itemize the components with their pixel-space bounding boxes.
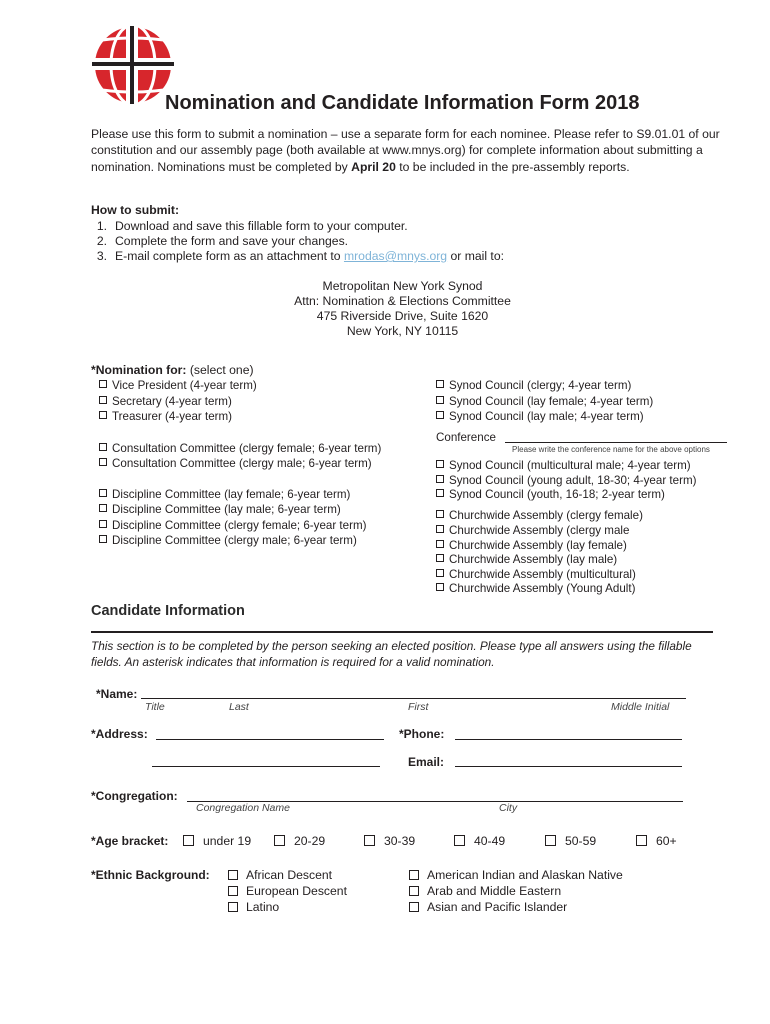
option-label: Secretary (4-year term) [112,395,232,408]
intro-text-a: Please use this form to submit a nomination – use a separate form for each nominee. Please refer to S9.01.01 of our constitution and our assembly page (both available at www.mnys.org) for complete information about submitting a nomination. Nominations must be completed by [91,127,720,174]
checkbox[interactable] [436,380,444,388]
ethnic-option-label: American Indian and Alaskan Native [427,868,623,882]
address-label: *Address: [91,727,148,741]
option-label: Synod Council (young adult, 18-30; 4-year term) [449,474,697,487]
option-label: Churchwide Assembly (multicultural) [449,568,636,581]
age-option-40-49[interactable] [454,834,505,848]
ethnic-option-asian-pacific[interactable] [409,900,567,914]
option-label: Churchwide Assembly (Young Adult) [449,582,636,595]
option-label: Synod Council (clergy; 4-year term) [449,379,632,392]
address-field-1[interactable] [156,739,384,740]
option-label: Discipline Committee (lay male; 6-year term) [112,503,341,516]
name-sub-last: Last [229,701,249,713]
conference-field[interactable] [505,442,727,443]
checkbox[interactable] [364,835,375,846]
age-option-label: 50-59 [565,834,597,848]
option-synod-youth[interactable] [436,488,665,501]
checkbox[interactable] [436,396,444,404]
phone-label: *Phone: [399,727,445,741]
checkbox[interactable] [436,411,444,419]
ethnic-label: *Ethnic Background: [91,868,210,882]
how-to-heading: How to submit: [91,203,180,217]
conference-hint: Please write the conference name for the above options [512,445,710,454]
option-synod-lay-male[interactable] [436,410,644,423]
address-line-2: Attn: Nomination & Elections Committee [294,294,511,308]
name-sub-first: First [408,701,429,713]
checkbox[interactable] [436,475,444,483]
option-synod-young-adult[interactable] [436,474,696,487]
checkbox[interactable] [436,489,444,497]
step-1 [91,219,408,233]
option-label: Treasurer (4-year term) [112,410,233,423]
age-option-label: 20-29 [294,834,326,848]
checkbox[interactable] [228,870,238,880]
checkbox[interactable] [436,460,444,468]
conference-label: Conference [436,431,496,444]
option-consultation-clergy-female[interactable] [99,442,381,455]
checkbox[interactable] [99,396,107,404]
age-option-label: 30-39 [384,834,416,848]
option-synod-clergy[interactable] [436,379,631,392]
checkbox[interactable] [409,870,419,880]
option-label: Churchwide Assembly (lay female) [449,539,627,552]
checkbox[interactable] [99,443,107,451]
checkbox[interactable] [99,520,107,528]
phone-field[interactable] [455,739,682,740]
age-option-60-plus[interactable] [636,834,677,848]
checkbox[interactable] [99,458,107,466]
option-cwa-lay-male[interactable] [436,553,617,566]
age-label: *Age bracket: [91,834,169,848]
name-sub-middle: Middle Initial [611,701,670,713]
ethnic-option-label: African Descent [246,868,333,882]
step-text: Download and save this fillable form to your computer. [115,219,408,233]
intro-text-b: to be included in the pre-assembly reports. [395,159,630,174]
option-label: Churchwide Assembly (clergy female) [449,509,643,522]
name-label: *Name: [96,687,138,701]
checkbox[interactable] [436,569,444,577]
option-discipline-lay-male[interactable] [99,503,341,516]
step-text-tail: or mail to: [447,249,504,263]
option-cwa-young-adult[interactable] [436,582,635,595]
candidate-section-heading: Candidate Information [91,603,245,619]
checkbox[interactable] [99,535,107,543]
checkbox[interactable] [454,835,465,846]
age-option-label: 40-49 [474,834,506,848]
checkbox[interactable] [436,540,444,548]
step-3 [91,249,504,263]
option-label: Discipline Committee (clergy male; 6-year term) [112,534,357,547]
option-label: Synod Council (multicultural male; 4-year term) [449,459,691,472]
option-consultation-clergy-male[interactable] [99,457,372,470]
checkbox[interactable] [99,489,107,497]
option-label: Churchwide Assembly (clergy male [449,524,630,537]
ethnic-option-label: Arab and Middle Eastern [427,884,562,898]
checkbox[interactable] [274,835,285,846]
age-option-20-29[interactable] [274,834,325,848]
step-text: E-mail complete form as an attachment to [115,249,344,263]
option-label: Vice President (4-year term) [112,379,257,392]
option-synod-lay-female[interactable] [436,395,653,408]
option-label: Synod Council (youth, 16-18; 2-year term) [449,488,665,501]
checkbox[interactable] [436,525,444,533]
option-label: Churchwide Assembly (lay male) [449,553,618,566]
ethnic-option-latino[interactable] [228,900,279,914]
checkbox[interactable] [545,835,556,846]
checkbox[interactable] [436,554,444,562]
nomination-label [91,363,254,377]
form-title: Nomination and Candidate Information Form 2018 [165,92,640,114]
email-link[interactable]: mrodas@mnys.org [343,249,448,263]
ethnic-option-american-indian[interactable] [409,868,623,882]
ethnic-option-african[interactable] [228,868,332,882]
address-field-2[interactable] [152,766,380,767]
option-vice-president[interactable] [99,379,257,392]
email-label: Email: [408,755,445,769]
nomination-hint: (select one) [186,363,254,377]
address-line-3: 475 Riverside Drive, Suite 1620 [316,309,489,323]
age-option-under-19[interactable] [183,834,251,848]
step-text: Complete the form and save your changes. [115,234,349,248]
checkbox[interactable] [636,835,647,846]
age-option-50-59[interactable] [545,834,596,848]
ethnic-option-label: Latino [246,900,280,914]
option-label: Discipline Committee (clergy female; 6-year term) [112,519,367,532]
checkbox[interactable] [228,902,238,912]
option-label: Synod Council (lay female; 4-year term) [449,395,654,408]
option-label: Synod Council (lay male; 4-year term) [449,410,644,423]
option-label: Consultation Committee (clergy male; 6-year term) [112,457,372,470]
address-line-4: New York, NY 10115 [346,324,459,338]
intro-paragraph [91,126,731,175]
option-synod-multicultural-male[interactable] [436,459,691,472]
step-number: 2. [96,234,107,248]
option-cwa-clergy-male[interactable] [436,524,629,537]
option-cwa-clergy-female[interactable] [436,509,643,522]
checkbox[interactable] [99,380,107,388]
checkbox[interactable] [228,886,238,896]
name-sub-title: Title [145,701,165,713]
option-discipline-lay-female[interactable] [99,488,350,501]
age-option-label: 60+ [656,834,677,848]
option-discipline-clergy-female[interactable] [99,519,367,532]
ethnic-option-arab[interactable] [409,884,561,898]
ethnic-option-label: European Descent [246,884,347,898]
option-treasurer[interactable] [99,410,232,423]
checkbox[interactable] [99,504,107,512]
step-number: 1. [96,219,107,233]
congregation-sub-name: Congregation Name [196,802,290,814]
congregation-sub-city: City [499,802,518,814]
checkbox[interactable] [436,510,444,518]
checkbox[interactable] [436,583,444,591]
ethnic-option-european[interactable] [228,884,347,898]
ethnic-option-label: Asian and Pacific Islander [427,900,568,914]
age-option-label: under 19 [203,834,252,848]
age-option-30-39[interactable] [364,834,415,848]
congregation-label: *Congregation: [91,789,178,803]
email-field[interactable] [455,766,682,767]
step-number: 3. [96,249,107,263]
candidate-instructions: This section is to be completed by the person seeking an elected position. Please type all answers using the fillable fields. An asterisk indicates that information is required for a valid nomination. [91,639,692,669]
step-2 [91,234,348,248]
nomination-label-text: *Nomination for: [91,363,187,377]
option-label: Discipline Committee (lay female; 6-year term) [112,488,351,501]
option-discipline-clergy-male[interactable] [99,534,357,547]
name-field[interactable] [141,698,686,699]
section-divider [91,631,713,633]
deadline-date: April 20 [351,159,396,174]
option-secretary[interactable] [99,395,232,408]
option-cwa-lay-female[interactable] [436,539,627,552]
option-cwa-multicultural[interactable] [436,568,636,581]
checkbox[interactable] [409,886,419,896]
address-line-1: Metropolitan New York Synod [322,279,483,293]
checkbox[interactable] [99,411,107,419]
checkbox[interactable] [409,902,419,912]
checkbox[interactable] [183,835,194,846]
option-label: Consultation Committee (clergy female; 6-year term) [112,442,382,455]
